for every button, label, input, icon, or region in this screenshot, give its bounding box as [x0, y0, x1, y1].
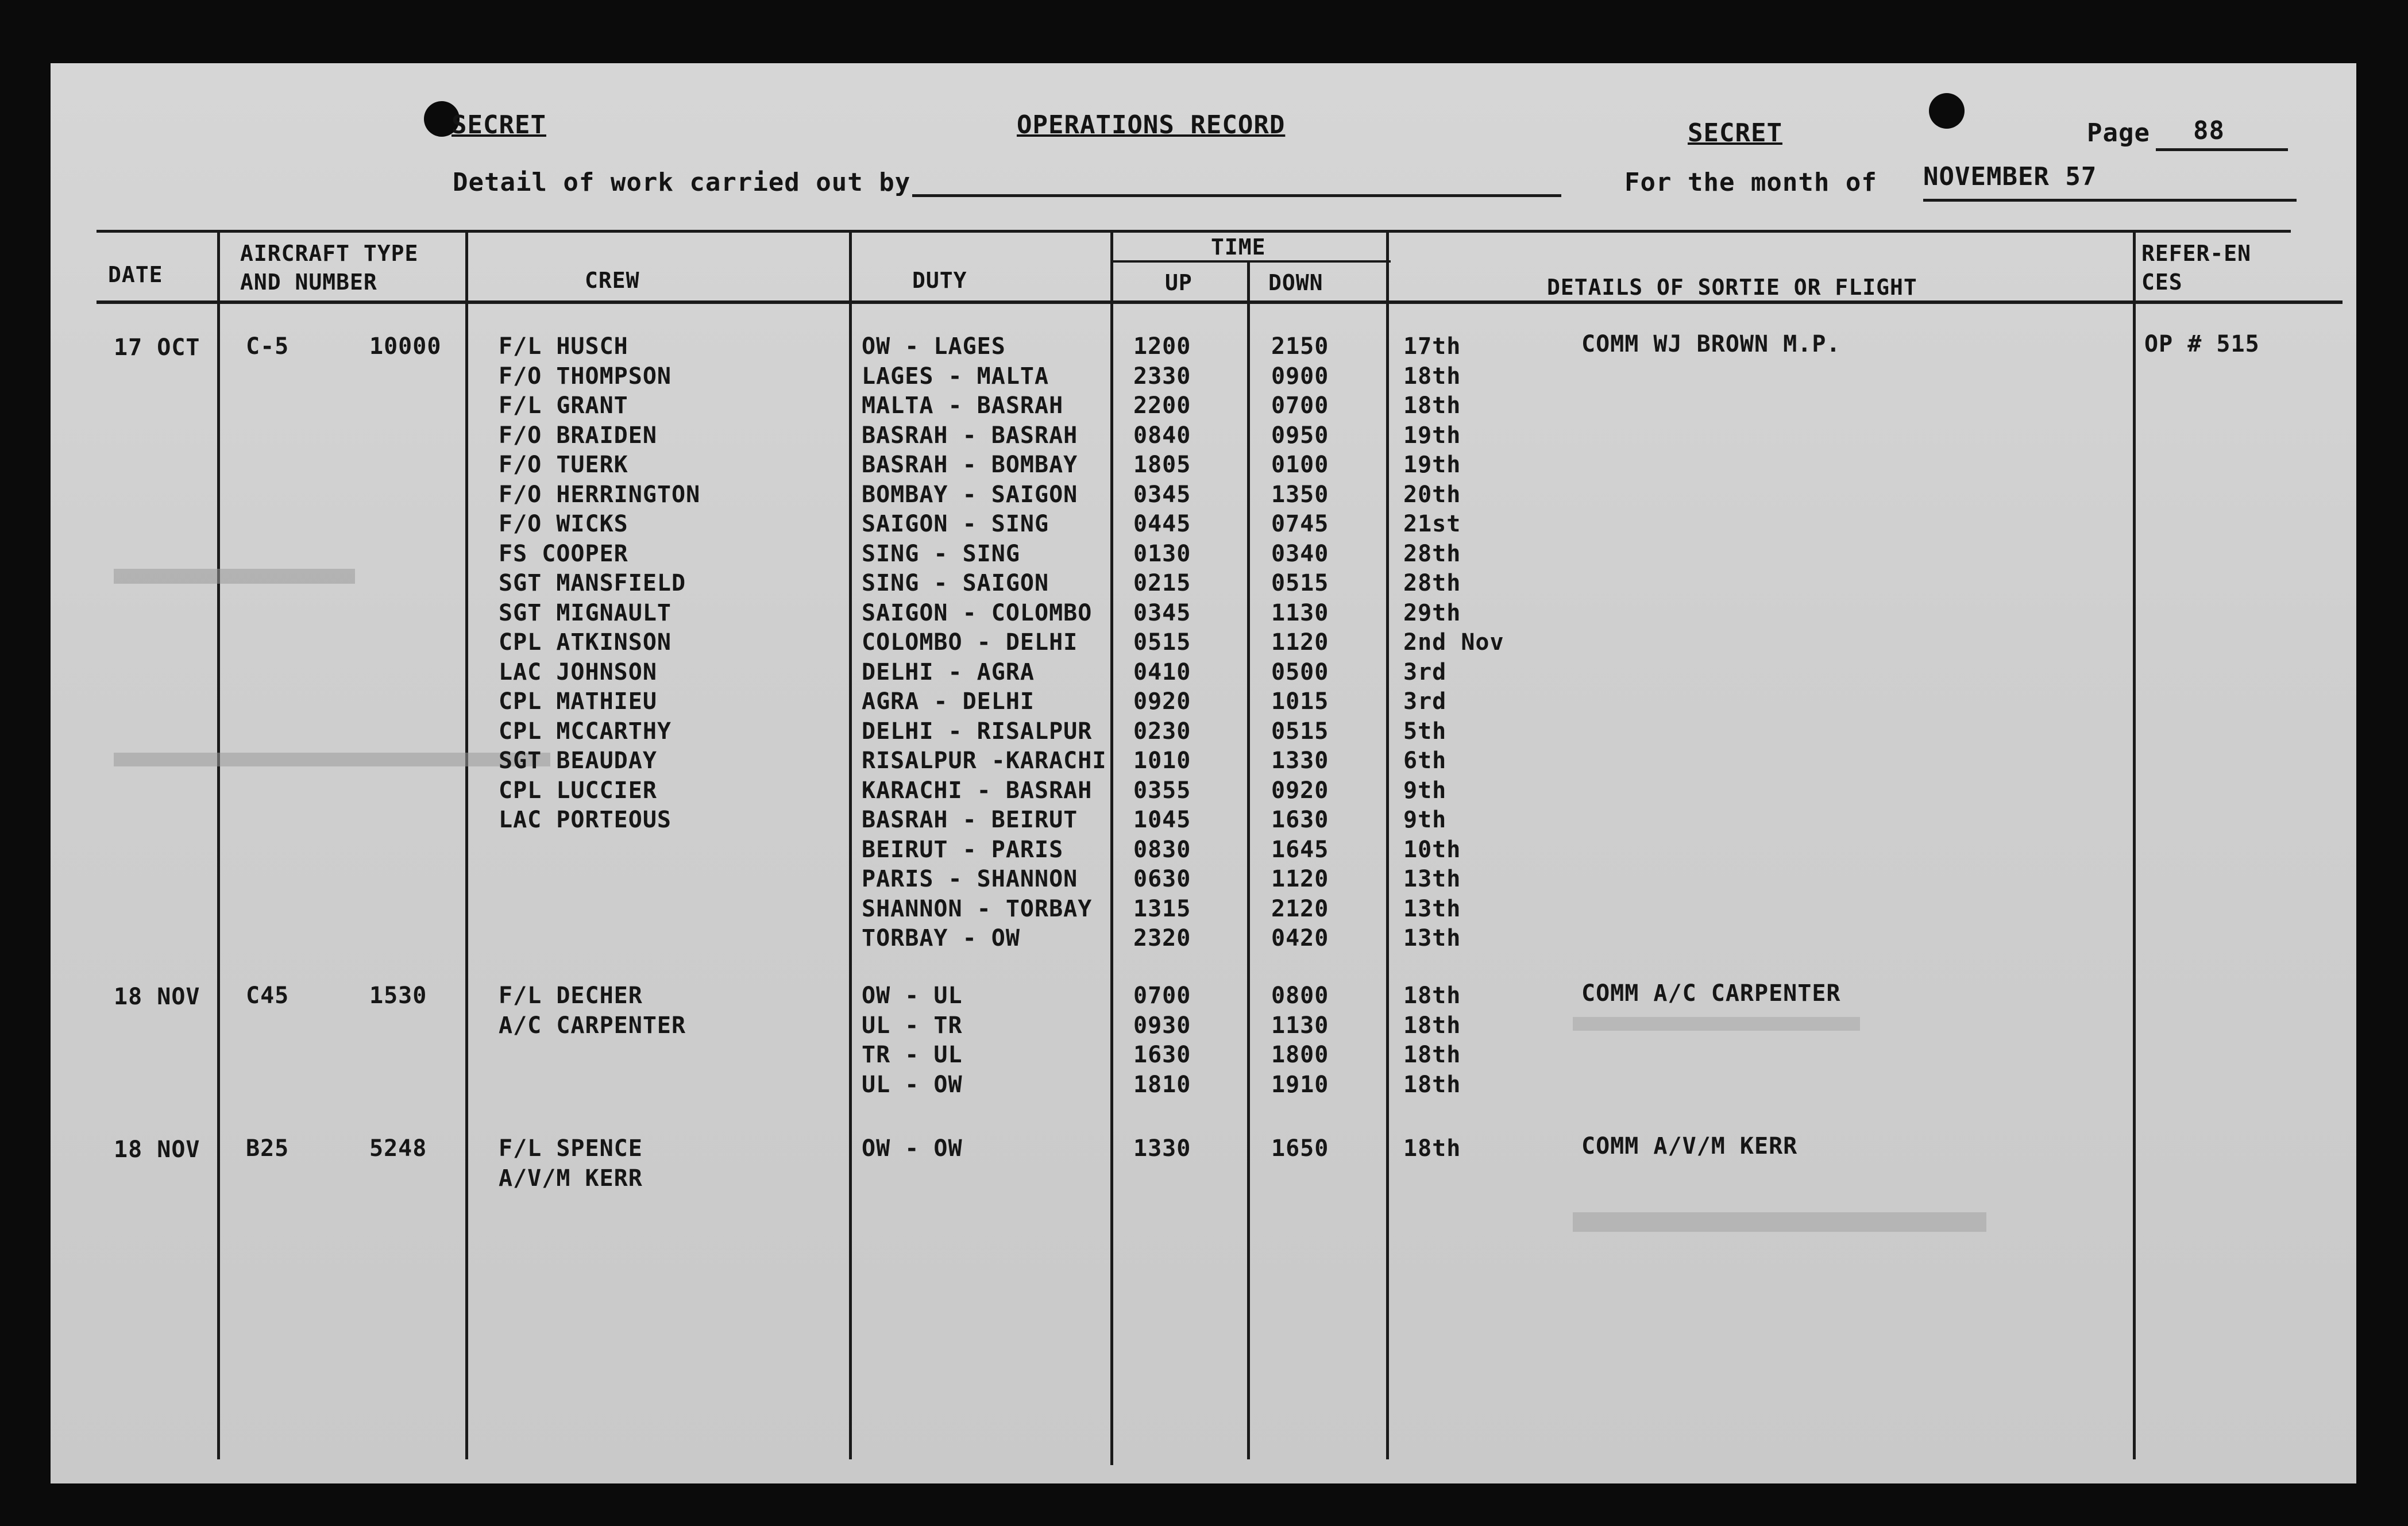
flight-day: 3rd — [1403, 658, 1447, 685]
entry-date: 18 NOV — [114, 984, 200, 1010]
bleed-through-mark — [1573, 1212, 1986, 1232]
time-down: 2150 — [1271, 333, 1329, 360]
time-up: 1045 — [1133, 807, 1191, 833]
time-down: 1350 — [1271, 481, 1329, 508]
flight-day: 18th — [1403, 363, 1461, 390]
crew-member: SGT MANSFIELD — [499, 570, 686, 596]
col-header-details: DETAILS OF SORTIE OR FLIGHT — [1547, 275, 1917, 300]
time-up: 0130 — [1133, 540, 1191, 567]
flight-day: 13th — [1403, 866, 1461, 892]
col-divider — [465, 230, 468, 1459]
time-down: 0515 — [1271, 570, 1329, 596]
crew-member: F/L SPENCE — [499, 1135, 643, 1162]
time-down: 1650 — [1271, 1135, 1329, 1162]
crew-member: SGT MIGNAULT — [499, 599, 672, 626]
col-divider — [217, 230, 220, 1459]
duty-route: LAGES - MALTA — [862, 363, 1049, 390]
col-header-references: REFER-ENCES — [2141, 241, 2252, 295]
flight-day: 17th — [1403, 333, 1461, 360]
time-up: 2200 — [1133, 392, 1191, 419]
col-header-aircraft: AIRCRAFT TYPE AND NUMBER — [240, 241, 419, 295]
flight-day: 28th — [1403, 570, 1461, 596]
bleed-through-mark — [1573, 1017, 1860, 1031]
duty-route: SING - SING — [862, 540, 1020, 567]
time-down: 1630 — [1271, 807, 1329, 833]
page-number-underline — [2156, 148, 2288, 151]
flight-day: 3rd — [1403, 688, 1447, 715]
flight-details: COMM A/C CARPENTER — [1581, 980, 1841, 1007]
time-up: 0410 — [1133, 658, 1191, 685]
flight-day: 10th — [1403, 836, 1461, 863]
time-up: 0355 — [1133, 777, 1191, 804]
time-down: 1130 — [1271, 599, 1329, 626]
flight-day: 18th — [1403, 1135, 1461, 1162]
duty-route: BASRAH - BEIRUT — [862, 807, 1078, 833]
time-up: 0930 — [1133, 1012, 1191, 1039]
col-divider — [849, 230, 852, 1459]
duty-route: SHANNON - TORBAY — [862, 895, 1093, 922]
duty-route: BOMBAY - SAIGON — [862, 481, 1078, 508]
time-down: 1130 — [1271, 1012, 1329, 1039]
duty-route: TORBAY - OW — [862, 925, 1020, 951]
time-up: 0840 — [1133, 422, 1191, 449]
duty-route: MALTA - BASRAH — [862, 392, 1064, 419]
flight-day: 28th — [1403, 540, 1461, 567]
aircraft-number: 10000 — [369, 333, 442, 360]
duty-route: UL - TR — [862, 1012, 963, 1039]
time-down: 0745 — [1271, 511, 1329, 537]
flight-day: 5th — [1403, 718, 1447, 745]
duty-route: DELHI - RISALPUR — [862, 718, 1093, 745]
time-up: 1810 — [1133, 1071, 1191, 1098]
crew-member: F/O THOMPSON — [499, 363, 672, 390]
flight-day: 2nd Nov — [1403, 629, 1504, 656]
detail-underline — [912, 194, 1561, 197]
crew-member: CPL MATHIEU — [499, 688, 657, 715]
time-down: 0900 — [1271, 363, 1329, 390]
crew-member: CPL LUCCIER — [499, 777, 657, 804]
col-divider — [1247, 261, 1250, 1459]
flight-day: 6th — [1403, 747, 1447, 774]
col-header-time: TIME — [1211, 234, 1266, 260]
time-down: 0950 — [1271, 422, 1329, 449]
time-up: 1330 — [1133, 1135, 1191, 1162]
time-down: 2120 — [1271, 895, 1329, 922]
col-header-down: DOWN — [1268, 270, 1323, 295]
col-divider — [1110, 230, 1113, 1465]
time-up: 1805 — [1133, 452, 1191, 478]
duty-route: BASRAH - BASRAH — [862, 422, 1078, 449]
duty-route: SING - SAIGON — [862, 570, 1049, 596]
time-down: 0700 — [1271, 392, 1329, 419]
col-divider — [2133, 230, 2136, 1459]
entry-date: 18 NOV — [114, 1136, 200, 1163]
crew-member: F/L GRANT — [499, 392, 628, 419]
time-up: 1010 — [1133, 747, 1191, 774]
crew-member: FS COOPER — [499, 540, 628, 567]
time-up: 0445 — [1133, 511, 1191, 537]
crew-member: CPL MCCARTHY — [499, 718, 672, 745]
duty-route: RISALPUR -KARACHI — [862, 747, 1107, 774]
aircraft-type: C45 — [246, 982, 290, 1009]
flight-day: 18th — [1403, 1012, 1461, 1039]
time-down: 1645 — [1271, 836, 1329, 863]
flight-day: 13th — [1403, 895, 1461, 922]
secret-label-right: SECRET — [1688, 118, 1782, 148]
col-header-duty: DUTY — [912, 268, 967, 293]
flight-day: 18th — [1403, 1042, 1461, 1068]
duty-route: SAIGON - SING — [862, 511, 1049, 537]
bleed-through-mark — [114, 753, 550, 766]
entry-date: 17 OCT — [114, 334, 200, 361]
duty-route: SAIGON - COLOMBO — [862, 599, 1093, 626]
crew-member: F/O WICKS — [499, 511, 628, 537]
flight-day: 9th — [1403, 807, 1447, 833]
time-up: 2320 — [1133, 925, 1191, 951]
crew-member: A/C CARPENTER — [499, 1012, 686, 1039]
time-down: 0800 — [1271, 982, 1329, 1009]
crew-member: LAC JOHNSON — [499, 658, 657, 685]
flight-details: COMM WJ BROWN M.P. — [1581, 331, 1841, 357]
crew-member: A/V/M KERR — [499, 1165, 643, 1192]
col-header-crew: CREW — [585, 268, 640, 293]
duty-route: KARACHI - BASRAH — [862, 777, 1093, 804]
flight-day: 18th — [1403, 392, 1461, 419]
document-title: OPERATIONS RECORD — [1017, 110, 1286, 140]
flight-day: 21st — [1403, 511, 1461, 537]
header-bottom-rule — [97, 300, 2343, 304]
flight-day: 13th — [1403, 925, 1461, 951]
crew-member: F/O TUERK — [499, 452, 628, 478]
aircraft-number: 5248 — [369, 1135, 427, 1162]
time-up: 0920 — [1133, 688, 1191, 715]
time-down: 1120 — [1271, 629, 1329, 656]
time-down: 0100 — [1271, 452, 1329, 478]
flight-day: 19th — [1403, 422, 1461, 449]
duty-route: PARIS - SHANNON — [862, 866, 1078, 892]
flight-day: 19th — [1403, 452, 1461, 478]
time-down: 1800 — [1271, 1042, 1329, 1068]
time-up: 1200 — [1133, 333, 1191, 360]
secret-label-left: SECRET — [452, 110, 546, 140]
time-up: 0215 — [1133, 570, 1191, 596]
flight-details: COMM A/V/M KERR — [1581, 1133, 1798, 1159]
duty-route: UL - OW — [862, 1071, 963, 1098]
table-top-rule — [97, 230, 2291, 233]
flight-day: 20th — [1403, 481, 1461, 508]
time-up: 0345 — [1133, 599, 1191, 626]
flight-day: 18th — [1403, 982, 1461, 1009]
month-underline — [1923, 199, 2297, 202]
time-up: 0515 — [1133, 629, 1191, 656]
month-label: For the month of — [1624, 168, 1877, 197]
time-up: 0345 — [1133, 481, 1191, 508]
duty-route: AGRA - DELHI — [862, 688, 1035, 715]
punch-hole — [1929, 93, 1965, 129]
duty-route: BASRAH - BOMBAY — [862, 452, 1078, 478]
month-value: NOVEMBER 57 — [1923, 162, 2097, 191]
flight-day: 29th — [1403, 599, 1461, 626]
col-divider — [1386, 230, 1389, 1459]
time-down: 0920 — [1271, 777, 1329, 804]
time-up: 0230 — [1133, 718, 1191, 745]
duty-route: DELHI - AGRA — [862, 658, 1035, 685]
flight-day: 18th — [1403, 1071, 1461, 1098]
record-sheet — [51, 63, 2356, 1483]
col-header-date: DATE — [108, 262, 163, 287]
page-label: Page — [2087, 118, 2150, 148]
duty-route: OW - UL — [862, 982, 963, 1009]
time-down: 0420 — [1271, 925, 1329, 951]
reference: OP # 515 — [2144, 331, 2260, 357]
time-up: 2330 — [1133, 363, 1191, 390]
time-up: 1315 — [1133, 895, 1191, 922]
time-up: 0630 — [1133, 866, 1191, 892]
time-down: 0500 — [1271, 658, 1329, 685]
duty-route: TR - UL — [862, 1042, 963, 1068]
crew-member: LAC PORTEOUS — [499, 807, 672, 833]
flight-day: 9th — [1403, 777, 1447, 804]
duty-route: OW - OW — [862, 1135, 963, 1162]
time-down: 1120 — [1271, 866, 1329, 892]
time-down: 1910 — [1271, 1071, 1329, 1098]
crew-member: F/O BRAIDEN — [499, 422, 657, 449]
aircraft-type: B25 — [246, 1135, 290, 1162]
aircraft-number: 1530 — [369, 982, 427, 1009]
detail-label: Detail of work carried out by — [453, 168, 911, 197]
time-down: 1330 — [1271, 747, 1329, 774]
crew-member: F/L DECHER — [499, 982, 643, 1009]
time-up: 0830 — [1133, 836, 1191, 863]
time-down: 1015 — [1271, 688, 1329, 715]
page-number: 88 — [2193, 116, 2225, 145]
time-subheader-rule — [1112, 260, 1391, 263]
crew-member: SGT BEAUDAY — [499, 747, 657, 774]
time-up: 0700 — [1133, 982, 1191, 1009]
time-down: 0340 — [1271, 540, 1329, 567]
time-up: 1630 — [1133, 1042, 1191, 1068]
col-header-up: UP — [1165, 270, 1193, 295]
crew-member: F/O HERRINGTON — [499, 481, 701, 508]
duty-route: OW - LAGES — [862, 333, 1006, 360]
crew-member: F/L HUSCH — [499, 333, 628, 360]
bleed-through-mark — [114, 569, 355, 584]
time-down: 0515 — [1271, 718, 1329, 745]
duty-route: COLOMBO - DELHI — [862, 629, 1078, 656]
duty-route: BEIRUT - PARIS — [862, 836, 1064, 863]
aircraft-type: C-5 — [246, 333, 290, 360]
crew-member: CPL ATKINSON — [499, 629, 672, 656]
